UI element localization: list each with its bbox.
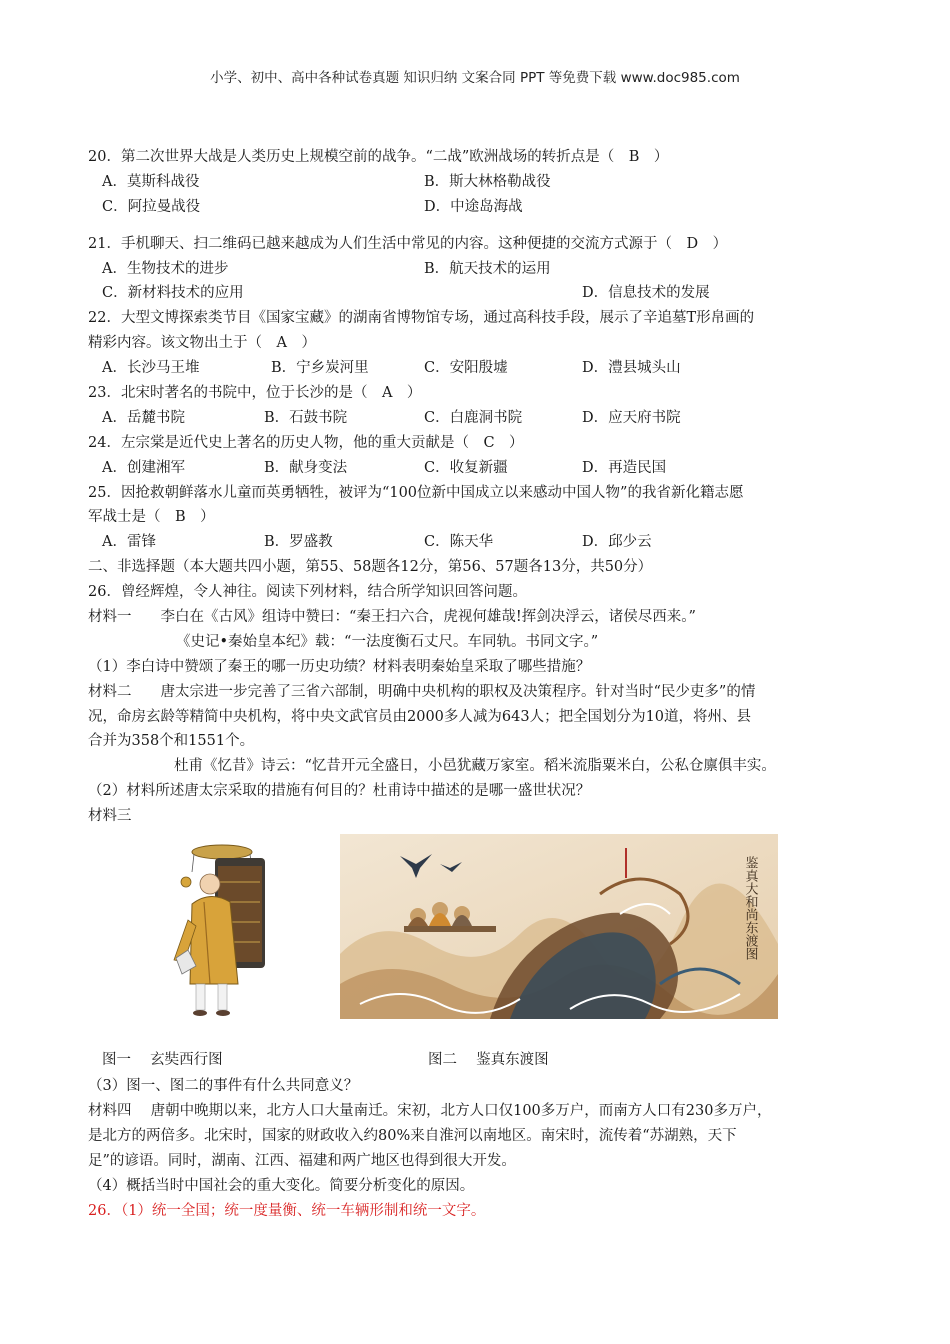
sub-question-4: （4）概括当时中国社会的重大变化。简要分析变化的原因。 bbox=[88, 1177, 475, 1194]
material-1-line-1: 材料一 李白在《古风》组诗中赞曰：“秦王扫六合，虎视何雄哉!挥剑决浮云，诸侯尽西来。” bbox=[88, 609, 696, 626]
question-23-options bbox=[88, 406, 868, 431]
option-a: A．雷锋 bbox=[102, 534, 156, 551]
option-a: A．岳麓书院 bbox=[102, 409, 185, 426]
jianzhen-painting-image bbox=[340, 834, 778, 1019]
page-header: 小学、初中、高中各种试卷真题 知识归纳 文案合同 PPT 等免费下载 www.doc985.com bbox=[210, 70, 740, 86]
question-21-stem: 21．手机聊天、扫二维码已越来越成为人们生活中常见的内容。这种便捷的交流方式源于（ D ） bbox=[88, 235, 728, 252]
material-2-poem: 杜甫《忆昔》诗云：“忆昔开元全盛日，小邑犹藏万家室。稻米流脂粟米白，公私仓廪俱丰实。 bbox=[174, 758, 776, 775]
question-20-options-row-1 bbox=[88, 170, 868, 195]
figure-1-caption: 图一 玄奘西行图 bbox=[102, 1052, 223, 1069]
material-3-figures bbox=[88, 834, 868, 1044]
section-heading: 二、非选择题（本大题共四小题，第55、58题各12分，第56、57题各13分，共50分） bbox=[88, 559, 653, 576]
exam-content bbox=[88, 145, 868, 1223]
option-d: D．中途岛海战 bbox=[424, 198, 523, 215]
option-c: C．新材料技术的应用 bbox=[102, 285, 244, 302]
option-c: C．白鹿洞书院 bbox=[424, 409, 523, 426]
question-25-stem-line-1: 25．因抢救朝鲜落水儿童而英勇牺牲，被评为“100位新中国成立以来感动中国人物”的我省新化籍志愿 bbox=[88, 484, 744, 501]
material-1-line-2: 《史记•秦始皇本纪》载：“一法度衡石丈尺。车同轨。书同文字。” bbox=[176, 633, 599, 650]
sub-question-3: （3）图一、图二的事件有什么共同意义？ bbox=[88, 1078, 359, 1095]
option-c: C．陈天华 bbox=[424, 534, 494, 551]
option-c: C．安阳殷墟 bbox=[424, 360, 508, 377]
question-21-options-row-1 bbox=[88, 257, 868, 282]
question-22-stem-line-2: 精彩内容。该文物出土于（ A ） bbox=[88, 335, 316, 352]
figure-2-caption: 图二 鉴真东渡图 bbox=[428, 1052, 549, 1069]
material-4-line-2: 是北方的两倍多。北宋时，国家的财政收入约80%来自淮河以南地区。南宋时，流传着“苏湖熟，天下 bbox=[88, 1127, 737, 1144]
question-21-options-row-2 bbox=[88, 281, 868, 306]
figure-captions bbox=[88, 1044, 868, 1074]
material-2-line-2: 况，命房玄龄等精简中央机构，将中央文武官员由2000多人减为643人；把全国划分为10道，将州、县 bbox=[88, 708, 752, 725]
option-a: A．创建湘军 bbox=[102, 459, 185, 476]
question-24-options bbox=[88, 456, 868, 481]
sub-question-1: （1）李白诗中赞颂了秦王的哪一历史功绩？材料表明秦始皇采取了哪些措施？ bbox=[88, 658, 591, 675]
sub-question-2: （2）材料所述唐太宗采取的措施有何目的？杜甫诗中描述的是哪一盛世状况？ bbox=[88, 783, 591, 800]
question-24-stem: 24．左宗棠是近代史上著名的历史人物，他的重大贡献是（ C ） bbox=[88, 434, 524, 451]
option-d: D．澧县城头山 bbox=[582, 360, 681, 377]
material-2-line-1: 材料二 唐太宗进一步完善了三省六部制，明确中央机构的职权及决策程序。针对当时“民少吏多”的情 bbox=[88, 683, 756, 700]
option-a: A．长沙马王堆 bbox=[102, 360, 200, 377]
material-4-line-3: 足”的谚语。同时，湖南、江西、福建和两广地区也得到很大开发。 bbox=[88, 1152, 516, 1169]
option-d: D．应天府书院 bbox=[582, 409, 681, 426]
option-a: A．莫斯科战役 bbox=[102, 173, 200, 190]
option-b: B．航天技术的运用 bbox=[424, 260, 551, 277]
question-26-intro: 26．曾经辉煌，令人神往。阅读下列材料，结合所学知识回答问题。 bbox=[88, 584, 527, 601]
xuanzang-figure-image bbox=[170, 842, 270, 1026]
option-c: C．阿拉曼战役 bbox=[102, 198, 201, 215]
answer-26-1: 26．（1）统一全国；统一度量衡、统一车辆形制和统一文字。 bbox=[88, 1202, 486, 1219]
option-b: B．斯大林格勒战役 bbox=[424, 173, 551, 190]
option-a: A．生物技术的进步 bbox=[102, 260, 229, 277]
option-c: C．收复新疆 bbox=[424, 459, 508, 476]
option-b: B．罗盛教 bbox=[264, 534, 333, 551]
option-b: B．宁乡炭河里 bbox=[271, 360, 369, 377]
question-22-options bbox=[88, 356, 868, 381]
option-b: B．献身变法 bbox=[264, 459, 348, 476]
question-20-stem: 20．第二次世界大战是人类历史上规模空前的战争。“二战”欧洲战场的转折点是（ B ） bbox=[88, 149, 669, 165]
question-25-options bbox=[88, 530, 868, 555]
option-d: D．信息技术的发展 bbox=[582, 285, 710, 302]
question-23-stem: 23．北宋时著名的书院中，位于长沙的是（ A ） bbox=[88, 385, 422, 402]
material-3-label: 材料三 bbox=[88, 808, 132, 825]
question-25-stem-line-2: 军战士是（ B ） bbox=[88, 509, 215, 526]
material-2-line-3: 合并为358个和1551个。 bbox=[88, 733, 255, 750]
option-b: B．石鼓书院 bbox=[264, 409, 348, 426]
painting-inscription: 鉴真大和尚东渡图 bbox=[742, 856, 758, 961]
material-4-line-1: 材料四 唐朝中晚期以来，北方人口大量南迁。宋初，北方人口仅100多万户，而南方人口有230多万户， bbox=[88, 1102, 772, 1119]
option-d: D．邱少云 bbox=[582, 534, 652, 551]
question-22-stem-line-1: 22．大型文博探索类节目《国家宝藏》的湖南省博物馆专场，通过高科技手段，展示了辛追墓T形帛画的 bbox=[88, 310, 755, 327]
option-d: D．再造民国 bbox=[582, 459, 667, 476]
question-20-options-row-2 bbox=[88, 195, 868, 220]
